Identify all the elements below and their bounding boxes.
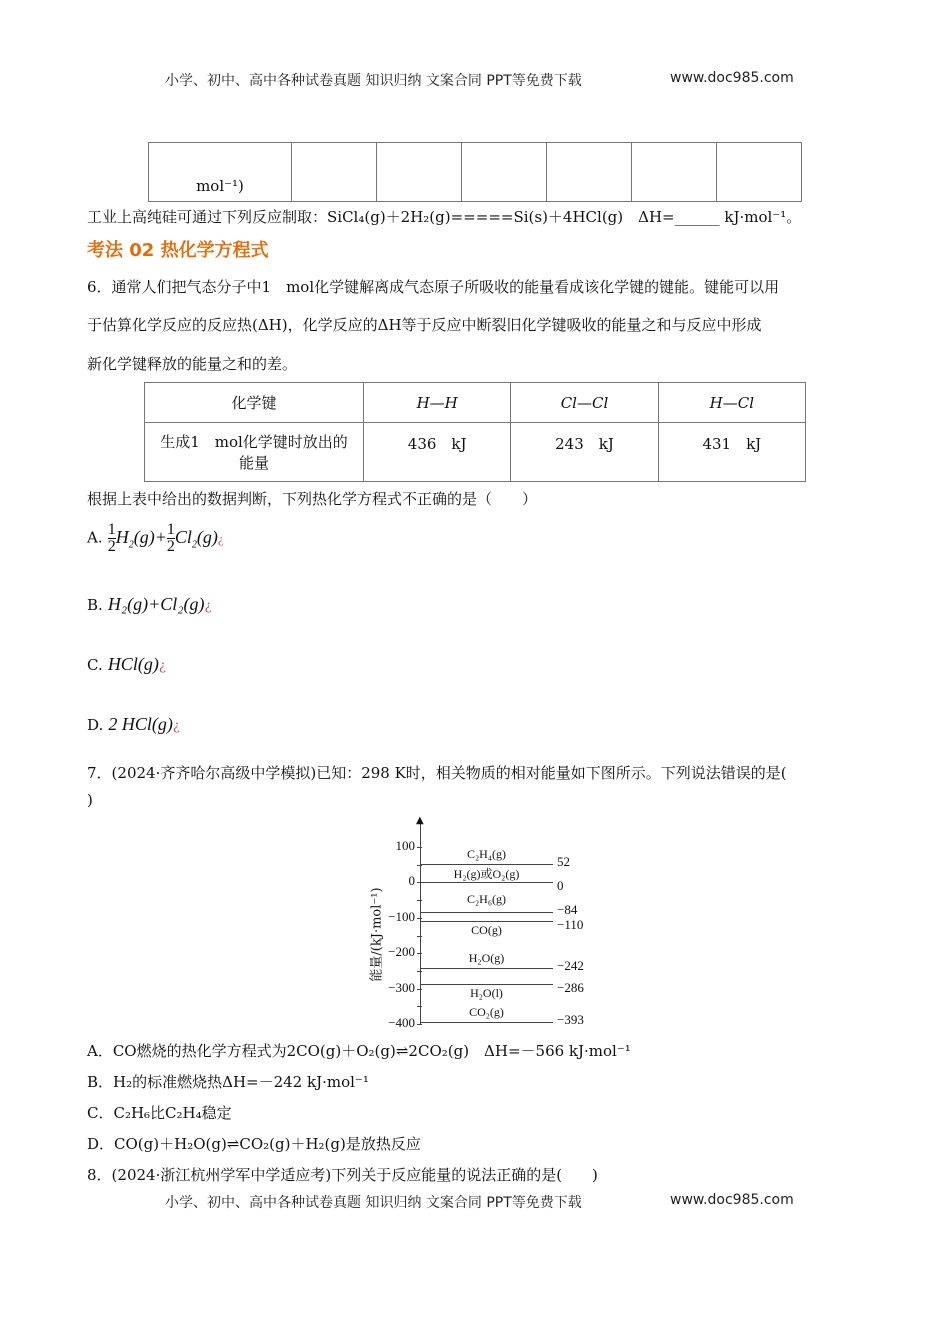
table-cell: 431 kJ bbox=[658, 423, 805, 482]
y-minor-tick bbox=[417, 971, 422, 972]
table-header: H—Cl bbox=[658, 383, 805, 423]
row-label bbox=[145, 423, 364, 482]
y-tick-label: 100 bbox=[395, 838, 415, 853]
species-label: H₂(g)或O₂(g) bbox=[453, 867, 520, 882]
q7-option-a[interactable]: A．CO燃烧的热化学方程式为2CO(g)＋O₂(g)⇌2CO₂(g) ΔH=－566 kJ·mol⁻¹ bbox=[87, 1042, 631, 1060]
missing-glyph: ¿ bbox=[204, 599, 212, 614]
option-label: D. bbox=[87, 716, 104, 734]
y-tick-label: −200 bbox=[388, 944, 415, 960]
formula: (g)+ bbox=[133, 526, 167, 547]
header-url: www.doc985.com bbox=[670, 70, 794, 86]
bond-energy-table bbox=[144, 382, 806, 482]
energy-value-label: −110 bbox=[557, 917, 584, 933]
y-axis-label: 能量/(kJ·mol⁻¹) bbox=[369, 887, 385, 982]
numerator: 1 bbox=[107, 521, 116, 538]
energy-level-line bbox=[420, 921, 553, 922]
q8-text: 8．(2024·浙江杭州学军中学适应考)下列关于反应能量的说法正确的是( ) bbox=[87, 1166, 598, 1184]
option-label: C. bbox=[87, 656, 103, 674]
q7-option-b[interactable]: B．H₂的标准燃烧热ΔH=－242 kJ·mol⁻¹ bbox=[87, 1073, 369, 1091]
subscript: 2 bbox=[191, 539, 197, 551]
axis-arrow-icon: ▲ bbox=[416, 815, 424, 826]
table-header: Cl—Cl bbox=[511, 383, 658, 423]
formula: Cl bbox=[174, 526, 192, 547]
section-title: 考法 02 热化学方程式 bbox=[87, 240, 269, 261]
formula: HCl(g) bbox=[107, 654, 159, 674]
numerator: 1 bbox=[166, 521, 175, 538]
missing-glyph: ¿ bbox=[172, 719, 180, 734]
y-tick-label: −300 bbox=[388, 979, 415, 995]
energy-value-label: −286 bbox=[557, 979, 584, 995]
energy-value-label: 0 bbox=[557, 878, 564, 894]
energy-level-line bbox=[420, 882, 553, 883]
q7-text: 7．(2024·齐齐哈尔高级中学模拟)已知：298 K时，相关物质的相对能量如下图所示。下列说法错误的是( bbox=[87, 764, 787, 782]
option-label: B. bbox=[87, 596, 103, 614]
table-cell: 436 kJ bbox=[364, 423, 511, 482]
denominator: 2 bbox=[107, 538, 116, 555]
energy-level-line bbox=[420, 912, 553, 913]
species-label: CO(g) bbox=[471, 923, 502, 938]
table-header: H—H bbox=[364, 383, 511, 423]
formula: H₂(g)+Cl₂(g) bbox=[107, 594, 205, 614]
q6-prompt: 根据上表中给出的数据判断，下列热化学方程式不正确的是（ ） bbox=[87, 490, 538, 508]
species-label: H₂O(l) bbox=[470, 985, 503, 1000]
energy-value-label: −242 bbox=[557, 958, 584, 974]
formula: H bbox=[115, 526, 129, 547]
silicon-reaction: 工业上高纯硅可通过下列反应制取：SiCl₄(g)＋2H₂(g)=====Si(s)＋4HCl(g) ΔH=______ kJ·mol⁻¹。 bbox=[87, 208, 802, 226]
y-tick-label: −100 bbox=[388, 908, 415, 924]
q7-text: ) bbox=[87, 791, 93, 809]
energy-level-line bbox=[420, 1022, 553, 1023]
y-tick bbox=[417, 1024, 422, 1025]
missing-glyph: ¿ bbox=[217, 530, 224, 546]
subscript: 2 bbox=[128, 539, 134, 551]
q6-text: 6．通常人们把气态分子中1 mol化学键解离成气态原子所吸收的能量看成该化学键的键能。键能可以用 bbox=[87, 278, 780, 296]
species-label: C₂H₆(g) bbox=[466, 892, 507, 907]
formula: 2 HCl(g) bbox=[108, 714, 173, 734]
row-label-line: 生成1 mol化学键时放出的 bbox=[160, 433, 348, 451]
y-tick-label: −400 bbox=[388, 1015, 415, 1030]
energy-level-line bbox=[420, 968, 553, 969]
option-b[interactable] bbox=[87, 594, 212, 615]
energy-value-label: −84 bbox=[557, 902, 578, 918]
q6-text: 于估算化学反应的反应热(ΔH)，化学反应的ΔH等于反应中断裂旧化学键吸收的能量之和与反应中形成 bbox=[87, 316, 762, 334]
y-tick-label: 0 bbox=[408, 873, 415, 889]
q7-option-c[interactable]: C．C₂H₆比C₂H₄稳定 bbox=[87, 1104, 232, 1122]
q6-text: 新化学键释放的能量之和的差。 bbox=[87, 355, 298, 373]
energy-value-label: −393 bbox=[557, 1011, 584, 1027]
option-d[interactable] bbox=[87, 714, 180, 735]
formula: (g) bbox=[196, 526, 218, 547]
table-header: 化学键 bbox=[145, 383, 364, 423]
missing-glyph: ¿ bbox=[158, 659, 166, 674]
option-c[interactable] bbox=[87, 654, 166, 675]
y-tick bbox=[417, 918, 422, 919]
option-label: A. bbox=[87, 528, 103, 547]
footer-url: www.doc985.com bbox=[670, 1192, 794, 1208]
top-table bbox=[148, 142, 802, 202]
q7-option-d[interactable]: D．CO(g)＋H₂O(g)⇌CO₂(g)＋H₂(g)是放热反应 bbox=[87, 1135, 421, 1153]
energy-level-line bbox=[420, 984, 553, 985]
header-text: 小学、初中、高中各种试卷真题 知识归纳 文案合同 PPT等免费下载 bbox=[165, 73, 582, 89]
denominator: 2 bbox=[166, 538, 175, 555]
energy-value-label: 52 bbox=[557, 853, 570, 869]
row-label-line: 能量 bbox=[238, 454, 269, 472]
species-label: CO₂(g) bbox=[469, 1004, 504, 1019]
footer-text: 小学、初中、高中各种试卷真题 知识归纳 文案合同 PPT等免费下载 bbox=[165, 1195, 582, 1211]
species-label: H₂O(g) bbox=[468, 951, 505, 966]
table-cell: 243 kJ bbox=[511, 423, 658, 482]
top-table-cell: mol⁻¹) bbox=[149, 143, 292, 202]
option-a[interactable] bbox=[87, 522, 224, 555]
species-label: C₂H₄(g) bbox=[466, 846, 507, 861]
